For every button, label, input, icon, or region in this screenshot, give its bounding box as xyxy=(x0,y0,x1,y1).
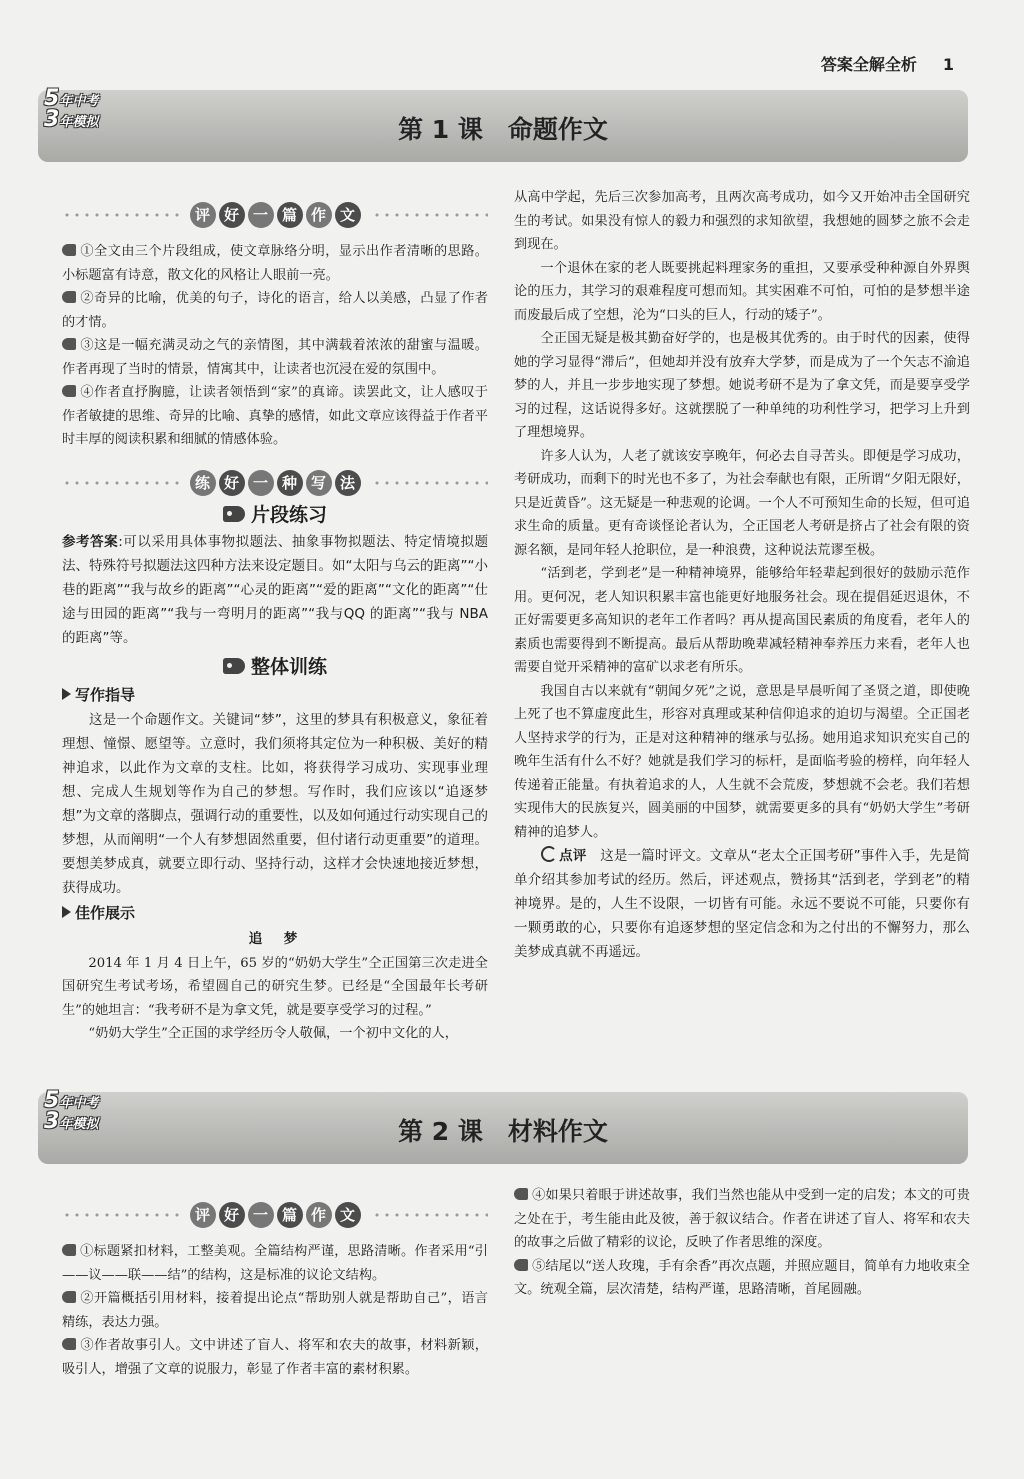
bullet-icon xyxy=(62,244,76,256)
writing-guide-text: 这是一个命题作文。关键词“梦”，这里的梦具有积极意义，象征着理想、憧憬、愿望等。立意时，我们须将其定位为一种积极、美好的精神追求，以此作为文章的支柱。比如，将获得学习成功、实现事业理想、完成人生规划等作为自己的梦想。写作时，我们应该以“追逐梦想”为文章的落脚点，强调行动的重要性，以及如何通过行动实现自己的梦想，从而阐明“一个人有梦想固然重要，但付诸行动更重要”的道理。要想美梦成真，就要立即行动、坚持行动，这样才会快速地接近梦想，获得成功。 xyxy=(62,711,488,896)
comment: 点评 这是一篇时评文。文章从“老太仝正国考研”事件入手，先是简单介绍其参加考试的经历。然后，评述观点，赞扬其“活到老，学到老”的精神境界。是的，人生不设限，一切皆有可能。永远不要说不可能，只要你有一颗勇敢的心，只要你有追逐梦想的坚定信念和为之付出的不懈努力，那么美梦成真就不再遥远。 xyxy=(514,848,971,960)
review-point: ②开篇概括引用材料，接着提出论点“帮助别人就是帮助自己”，语言精练，表达力强。 xyxy=(62,1291,488,1330)
essay-paragraph: “奶奶大学生”仝正国的求学经历令人敬佩，一个初中文化的人， xyxy=(88,1026,458,1041)
essay-paragraph: 2014 年 1 月 4 日上午，65 岁的“奶奶大学生”仝正国第三次走进全国研究生考试考场，希望圆自己的研究生梦。已经是“全国最年长考研生”的她坦言：“我考研不是为拿文凭，就是要享受学习的过程。” xyxy=(62,955,488,1018)
arrow-icon xyxy=(62,688,71,700)
tag-icon xyxy=(223,506,245,522)
showcase-heading: 佳作展示 xyxy=(62,900,488,926)
page-number: 1 xyxy=(942,55,954,74)
review-point: ①全文由三个片段组成，使文章脉络分明，显示出作者清晰的思路。小标题富有诗意，散文化的风格让人眼前一亮。 xyxy=(62,244,488,283)
lesson2-right-column xyxy=(514,1184,970,1302)
lesson1-right-column xyxy=(514,186,970,964)
essay-title: 追 梦 xyxy=(248,930,302,947)
bullet-icon xyxy=(62,1291,76,1303)
lesson2-banner xyxy=(38,1088,968,1164)
comment-icon xyxy=(541,846,557,862)
bullet-icon xyxy=(514,1188,528,1200)
essay-paragraph: 许多人认为，人老了就该安享晚年，何必去自寻苦头。即便是学习成功，考研成功，而剩下的时光也不多了，为社会奉献也有限，正所谓“夕阳无限好，只是近黄昏”。这无疑是一种悲观的论调。一个人不可预知生命的长短，但可追求生命的质量。更有奇谈怪论者认为，仝正国老人考研是挤占了社会有限的资源名额，是同年轻人抢职位，是一种浪费，这种说法荒谬至极。 xyxy=(514,448,970,558)
lesson1-left-column xyxy=(62,200,488,1046)
section-name: 答案全解全析 xyxy=(820,55,917,74)
review-point: ②奇异的比喻，优美的句子，诗化的语言，给人以美感，凸显了作者的才情。 xyxy=(62,291,488,330)
section-header-review: 评 好 一 篇 作 文 xyxy=(62,200,488,230)
page-header xyxy=(821,52,954,75)
reference-answer: 参考答案:可以采用具体事物拟题法、抽象事物拟题法、特定情境拟题法、特殊符号拟题法这四种方法来设定题目。如“太阳与乌云的距离”“小巷的距离”“我与故乡的距离”“心灵的距离”“爱的距离”“文化的距离”“仕途与田园的距离”“我与一弯明月的距离”“我与QQ 的距离”“我与 NBA 的距离”等。 xyxy=(62,533,488,646)
review-point: ③这是一幅充满灵动之气的亲情图，其中满载着浓浓的甜蜜与温暖。作者再现了当时的情景，情寓其中，让读者也沉浸在爱的氛围中。 xyxy=(62,338,488,377)
bullet-icon xyxy=(62,1244,76,1256)
logo: 5年中考 3年模拟 xyxy=(44,86,99,132)
section-header-practice: 练 好 一 种 写 法 xyxy=(62,468,488,498)
bullet-icon xyxy=(62,338,76,350)
arrow-icon xyxy=(62,906,71,918)
logo: 5年中考 3年模拟 xyxy=(44,1088,99,1134)
review-point: ③作者故事引人。文中讲述了盲人、将军和农夫的故事，材料新颖，吸引人，增强了文章的说服力，彰显了作者丰富的素材积累。 xyxy=(62,1338,488,1377)
essay-paragraph: 一个退休在家的老人既要挑起料理家务的重担，又要承受种种源自外界舆论的压力，其学习的艰难程度可想而知。其实困难不可怕，可怕的是梦想半途而废最后成了空想，沦为“口头的巨人，行动的矮子”。 xyxy=(514,260,970,323)
lesson2-left-column xyxy=(62,1200,488,1381)
bullet-icon xyxy=(62,385,76,397)
tag-overall-training: 整体训练 xyxy=(62,650,488,682)
section-header-review: 评 好 一 篇 作 文 xyxy=(62,1200,488,1230)
lesson2-title: 第 2 课 材料作文 xyxy=(398,1117,608,1146)
lesson1-title: 第 1 课 命题作文 xyxy=(398,115,608,144)
tag-fragment-practice: 片段练习 xyxy=(62,498,488,530)
review-point: ④作者直抒胸臆，让读者领悟到“家”的真谛。读罢此文，让人感叹于作者敏捷的思维、奇异的比喻、真挚的感情，如此文章应该得益于作者平时丰厚的阅读积累和细腻的情感体验。 xyxy=(62,385,488,447)
bullet-icon xyxy=(514,1259,528,1271)
essay-paragraph: 从高中学起，先后三次参加高考，且两次高考成功，如今又开始冲击全国研究生的考试。如果没有惊人的毅力和强烈的求知欲望，我想她的圆梦之旅不会走到现在。 xyxy=(514,190,970,252)
bullet-icon xyxy=(62,1338,76,1350)
lesson1-banner xyxy=(38,86,968,162)
writing-guide-heading: 写作指导 xyxy=(62,682,488,708)
essay-paragraph: 仝正国无疑是极其勤奋好学的，也是极其优秀的。由于时代的因素，使得她的学习显得“滞后”，但她却并没有放弃大学梦，而是成为了一个矢志不渝追梦的人，并且一步步地实现了梦想。她说考研不是为了拿文凭，而是要享受学习的过程，这话说得多好。这就摆脱了一种单纯的功利性学习，把学习上升到了理想境界。 xyxy=(514,331,970,440)
review-point: ①标题紧扣材料，工整美观。全篇结构严谨，思路清晰。作者采用“引——议——联——结”的结构，这是标准的议论文结构。 xyxy=(62,1244,488,1283)
essay-paragraph: “活到老，学到老”是一种精神境界，能够给年轻辈起到很好的鼓励示范作用。更何况，老人知识积累丰富也能更好地服务社会。现在提倡延迟退休，不正好需要更多高知识的老年工作者吗？再从提高国民素质的角度看，老年人的素质也需要得到不断提高。最后从帮助晚辈减轻精神奉养压力来看，老年人也需要自觉开采精神的富矿以求老有所乐。 xyxy=(514,566,970,675)
tag-icon xyxy=(223,658,245,674)
bullet-icon xyxy=(62,291,76,303)
review-point: ⑤结尾以“送人玫瑰，手有余香”再次点题，并照应题目，简单有力地收束全文。统观全篇，层次清楚，结构严谨，思路清晰，首尾圆融。 xyxy=(514,1258,970,1297)
review-point: ④如果只着眼于讲述故事，我们当然也能从中受到一定的启发；本文的可贵之处在于，考生能由此及彼，善于叙议结合。作者在讲述了盲人、将军和农夫的故事之后做了精彩的议论，反映了作者思维的深度。 xyxy=(514,1188,970,1250)
essay-paragraph: 我国自古以来就有“朝闻夕死”之说，意思是早晨听闻了圣贤之道，即使晚上死了也不算虚度此生，形容对真理或某种信仰追求的迫切与渴望。仝正国老人坚持求学的行为，正是对这种精神的继承与弘扬。她用追求知识充实自己的晚年生活有什么不好？她就是我们学习的标杆，是面临考验的榜样，向年轻人传递着正能量。有执着追求的人，人生就不会荒废，梦想就不会老。我们若想实现伟大的民族复兴，圆美丽的中国梦，就需要更多的具有“奶奶大学生”考研精神的追梦人。 xyxy=(514,683,970,840)
